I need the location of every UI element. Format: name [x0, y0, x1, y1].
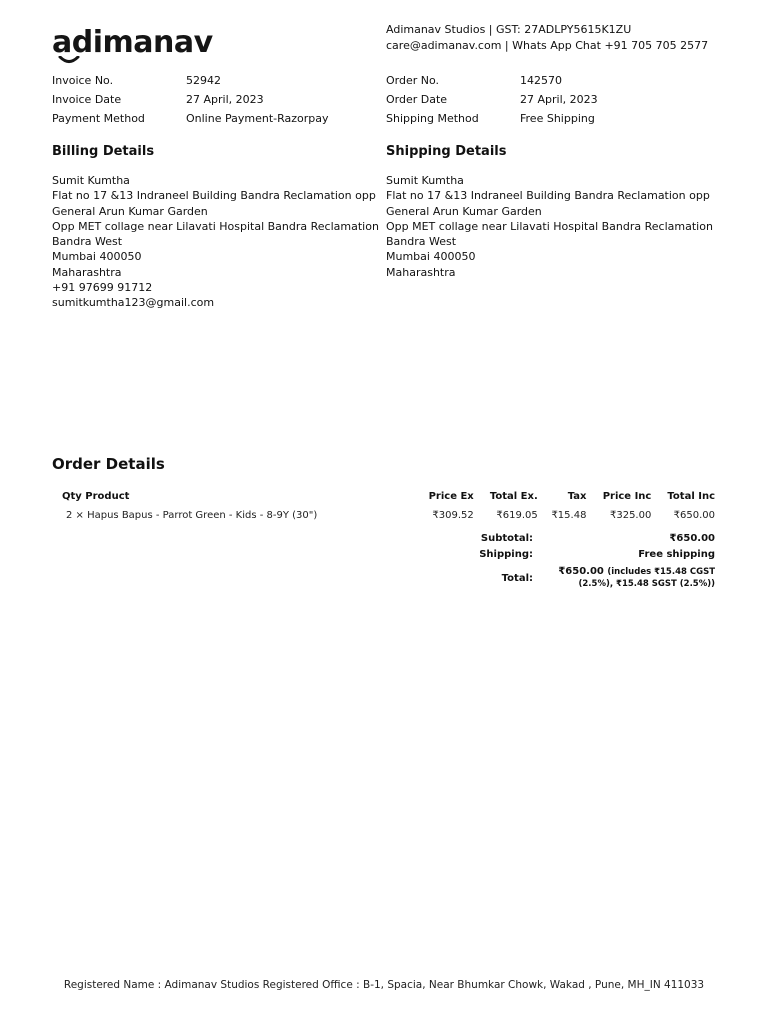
total-row	[56, 563, 718, 593]
billing-email: sumitkumtha123@gmail.com	[52, 296, 215, 310]
meta-value: 27 April, 2023	[520, 93, 598, 106]
invoice-meta	[52, 74, 329, 131]
meta-value: 27 April, 2023	[186, 93, 264, 106]
billing-address	[52, 173, 379, 311]
item-total-inc: ₹650.00	[673, 509, 715, 521]
meta-label: Invoice Date	[52, 93, 122, 106]
meta-label: Payment Method	[52, 112, 145, 125]
shipping-title: Shipping Details	[386, 144, 507, 159]
meta-row	[386, 93, 598, 112]
billing-line: General Arun Kumar Garden	[52, 204, 208, 218]
meta-value: Online Payment-Razorpay	[186, 112, 329, 125]
col-price-inc: Price Inc	[602, 490, 652, 502]
shipping-line: Maharashtra	[386, 265, 456, 279]
col-qty-product: Qty Product	[62, 490, 130, 502]
billing-line: Opp MET collage near Lilavati Hospital Bandra Reclamation	[52, 219, 379, 233]
company-contact-line: care@adimanav.com | Whats App Chat +91 705 705 2577	[386, 39, 709, 52]
order-items-table	[56, 488, 718, 526]
subtotal-row	[56, 530, 718, 546]
billing-line: Sumit Kumtha	[52, 174, 130, 187]
meta-row	[52, 93, 329, 112]
billing-line: Maharashtra	[52, 265, 122, 279]
billing-title: Billing Details	[52, 144, 155, 159]
col-tax: Tax	[567, 490, 587, 502]
shipping-line: Opp MET collage near Lilavati Hospital Bandra Reclamation	[386, 219, 713, 233]
col-price-ex: Price Ex	[428, 490, 474, 502]
logo-smile-icon	[58, 56, 80, 66]
col-total-inc: Total Inc	[667, 490, 715, 502]
meta-row	[386, 112, 598, 131]
shipping-line: General Arun Kumar Garden	[386, 204, 542, 218]
meta-label: Invoice No.	[52, 74, 114, 87]
total-value: ₹650.00	[558, 566, 604, 577]
brand-logo	[52, 26, 222, 66]
meta-row	[386, 74, 598, 93]
col-total-ex: Total Ex.	[489, 490, 538, 502]
meta-label: Shipping Method	[386, 112, 479, 125]
billing-line: Flat no 17 &13 Indraneel Building Bandra Reclamation opp	[52, 189, 376, 203]
meta-label: Order Date	[386, 93, 448, 106]
total-tax-note-2: (2.5%), ₹15.48 SGST (2.5%))	[578, 579, 715, 589]
order-details-title: Order Details	[52, 455, 165, 473]
item-tax: ₹15.48	[551, 509, 587, 521]
billing-line: Bandra West	[52, 235, 123, 249]
table-header-row	[56, 488, 718, 504]
item-total-ex: ₹619.05	[496, 509, 538, 521]
logo-text: adimanav	[52, 25, 213, 60]
meta-row	[52, 74, 329, 93]
shipping-address	[386, 173, 713, 280]
item-price-ex: ₹309.52	[432, 509, 474, 521]
meta-label: Order No.	[386, 74, 440, 87]
shipping-value: Free shipping	[638, 549, 715, 560]
billing-phone: +91 97699 91712	[52, 281, 153, 295]
shipping-line: Sumit Kumtha	[386, 174, 464, 187]
meta-value: Free Shipping	[520, 112, 595, 125]
total-value-cell	[536, 563, 718, 593]
shipping-line: Flat no 17 &13 Indraneel Building Bandra Reclamation opp	[386, 189, 710, 203]
billing-line: Mumbai 400050	[52, 250, 142, 264]
shipping-label: Shipping:	[479, 549, 533, 560]
shipping-line: Bandra West	[386, 235, 457, 249]
meta-value: 52942	[186, 74, 221, 87]
order-totals	[56, 530, 718, 593]
company-gst-line: Adimanav Studios | GST: 27ADLPY5615K1ZU	[386, 23, 632, 36]
footer-registered-office: Registered Name : Adimanav Studios Registered Office : B-1, Spacia, Near Bhumkar Chowk, Wakad , Pune, MH_IN 411033	[63, 979, 705, 991]
total-label: Total:	[501, 572, 533, 584]
order-meta	[386, 74, 598, 131]
item-product: 2 × Hapus Bapus - Parrot Green - Kids - 8-9Y (30")	[66, 509, 318, 521]
shipping-row	[56, 546, 718, 563]
item-price-inc: ₹325.00	[609, 509, 652, 521]
subtotal-label: Subtotal:	[480, 532, 533, 544]
meta-row	[52, 112, 329, 131]
shipping-line: Mumbai 400050	[386, 250, 476, 264]
meta-value: 142570	[520, 74, 562, 87]
subtotal-value: ₹650.00	[669, 532, 715, 544]
total-tax-note: (includes ₹15.48 CGST	[607, 567, 715, 577]
company-info	[386, 22, 708, 54]
table-row	[56, 504, 718, 526]
